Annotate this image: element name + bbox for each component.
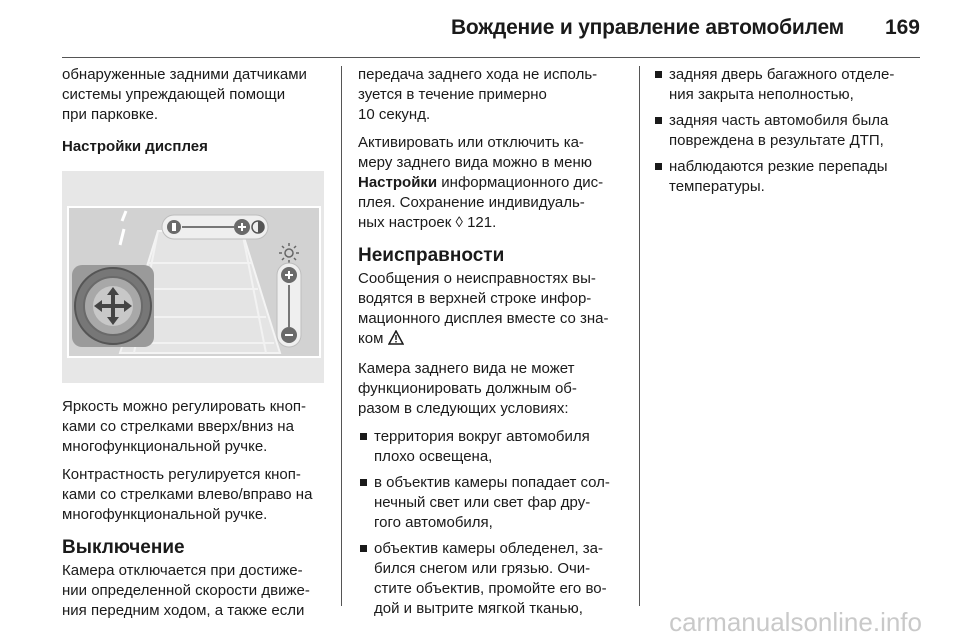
display-settings-heading: Настройки дисплея	[62, 138, 208, 155]
text-line: плея. Сохранение индивидуаль-	[358, 194, 585, 211]
page-reference: 121.	[462, 214, 497, 231]
text-line: ками со стрелками вверх/вниз на	[62, 418, 294, 435]
list-item: территория вокруг автомобиля плохо освещена,	[358, 427, 628, 467]
header-divider	[62, 57, 920, 58]
limitations-list	[358, 427, 628, 619]
page-number: 169	[884, 16, 920, 39]
text-line: при парковке.	[62, 106, 159, 123]
text-line: Сообщения о неисправностях вы-	[358, 270, 596, 287]
text-line: многофункциональной ручке.	[62, 506, 268, 523]
list-item: задняя часть автомобиля была повреждена в результате ДТП,	[653, 111, 923, 151]
text-line: меру заднего вида можно в меню	[358, 154, 592, 171]
text-line: передача заднего хода не исполь-	[358, 66, 598, 83]
brightness-paragraph	[62, 397, 324, 457]
text-line: Яркость можно регулировать кноп-	[62, 398, 307, 415]
column-divider-1	[341, 66, 342, 606]
multifunction-knob-icon	[72, 265, 154, 347]
text-line: 10 секунд.	[358, 106, 431, 123]
faults-heading: Неисправности	[358, 245, 505, 266]
warning-triangle-icon	[388, 330, 404, 351]
text-line: обнаруженные задними датчиками	[62, 66, 307, 83]
text-line: многофункциональной ручке.	[62, 438, 268, 455]
column-divider-2	[639, 66, 640, 606]
list-item: задняя дверь багажного отделе- ния закрыта неполностью,	[653, 65, 923, 105]
text-line: функционировать должным об-	[358, 380, 577, 397]
activation-paragraph	[358, 133, 628, 233]
page-header	[0, 0, 960, 58]
faults-paragraph	[358, 269, 628, 351]
text-line: Активировать или отключить ка-	[358, 134, 584, 151]
settings-menu-term: Настройки	[358, 174, 438, 191]
site-watermark: carmanualsonline.info	[669, 607, 922, 637]
switch-off-heading: Выключение	[62, 537, 185, 558]
text-line: ком	[358, 330, 388, 347]
switch-off-continuation	[358, 65, 628, 125]
column-3	[653, 65, 923, 203]
limitations-list-continued	[653, 65, 923, 197]
camera-limitations-paragraph	[358, 359, 628, 419]
text-line: Контрастность регулируется кноп-	[62, 466, 301, 483]
list-item: в объектив камеры попадает сол- нечный свет или свет фар дру- гого автомобиля,	[358, 473, 628, 533]
display-settings-illustration	[62, 171, 324, 383]
text-line: системы упреждающей помощи	[62, 86, 286, 103]
text-line: разом в следующих условиях:	[358, 400, 569, 417]
text-line: мационного дисплея вместе со зна-	[358, 310, 609, 327]
text-line: Камера заднего вида не может	[358, 360, 575, 377]
column-1	[62, 65, 324, 629]
contrast-paragraph	[62, 465, 324, 525]
column-2	[358, 65, 628, 625]
chapter-title: Вождение и управление автомобилем	[450, 16, 844, 39]
text-line: ками со стрелками влево/вправо на	[62, 486, 313, 503]
page-reference-arrow: ◊	[455, 214, 463, 231]
text-line: ния передним ходом, а также если	[62, 602, 305, 619]
text-line: Камера отключается при достиже-	[62, 562, 303, 579]
switch-off-paragraph	[62, 561, 324, 621]
intro-paragraph	[62, 65, 324, 125]
text-line: информационного дис-	[437, 174, 604, 191]
contrast-slider	[162, 215, 268, 239]
list-item: объектив камеры обледенел, за- бился снегом или грязью. Очи- стите объектив, промойте его во- дой и вытрите мягкой тканью,	[358, 539, 628, 619]
text-line: нии определенной скорости движе-	[62, 582, 310, 599]
text-line: водятся в верхней строке инфор-	[358, 290, 592, 307]
text-line: зуется в течение примерно	[358, 86, 547, 103]
list-item: наблюдаются резкие перепады температуры.	[653, 157, 923, 197]
text-line: ных настроек	[358, 214, 456, 231]
